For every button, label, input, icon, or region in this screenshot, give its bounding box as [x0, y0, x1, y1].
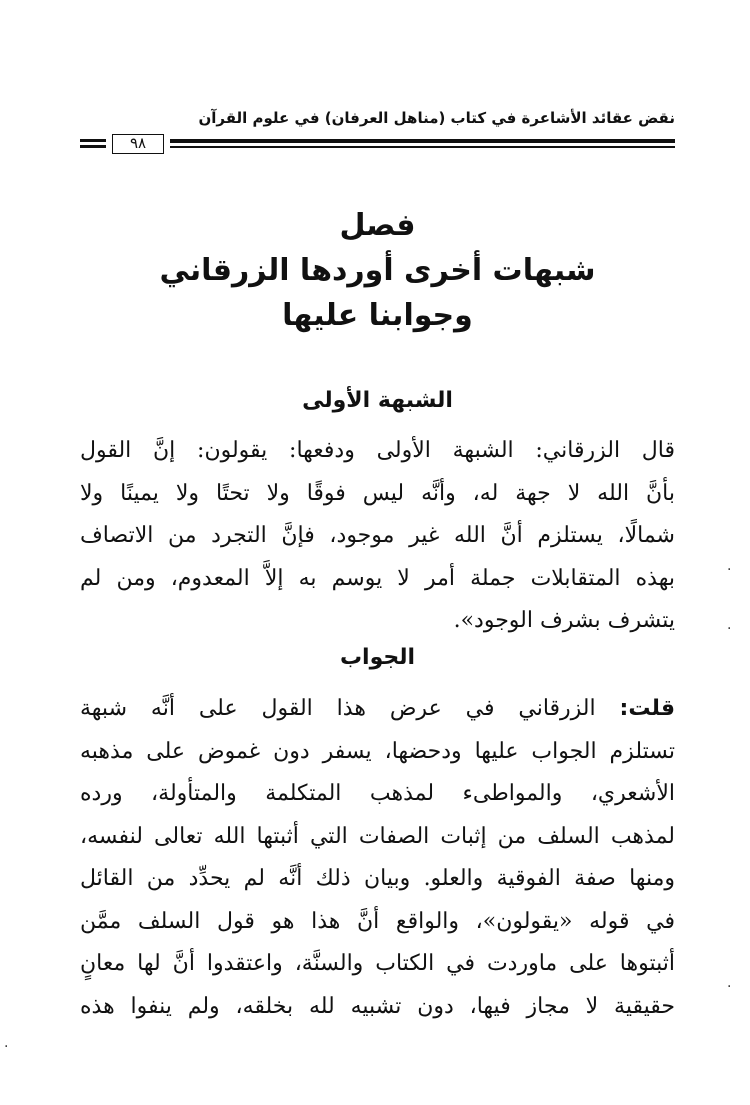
paragraph-first-doubt	[80, 430, 675, 643]
paragraph-answer	[80, 688, 675, 1028]
header-rule-stub	[80, 145, 106, 148]
text-line: تستلزم الجواب عليها ودحضها، يسفر دون غموض على مذهبه	[80, 738, 675, 764]
text-line: لمذهب السلف من إثبات الصفات التي أثبتها الله تعالى لنفسه،	[80, 823, 675, 849]
text-line: بأنَّ الله لا جهة له، وأنَّه ليس فوقًا ولا تحتًا ولا يمينًا ولا	[80, 480, 675, 506]
chapter-main-title: شبهات أخرى أوردها الزرقاني	[159, 253, 596, 288]
text-line: يتشرف بشرف الوجود».	[453, 608, 675, 633]
header-rule-thin	[170, 146, 675, 148]
text-line: بهذه المتقابلات جملة أمر لا يوسم به إلاَّ المعدوم، ومن لم	[80, 565, 675, 591]
text-line: الأشعري، والمواطىء لمذهب المتكلمة والمتأولة، ورده	[80, 781, 675, 806]
text-line: ومنها صفة الفوقية والعلو. وبيان ذلك أنَّه لم يحدِّد من القائل	[80, 866, 675, 891]
text-line: شمالًا، يستلزم أنَّ الله غير موجود، فإنَّ التجرد من الاتصاف	[80, 523, 675, 548]
margin-speck: ·	[4, 1039, 9, 1055]
lead-word: قلت:	[619, 696, 675, 721]
text-line: قال الزرقاني: الشبهة الأولى ودفعها: يقولون: إنَّ القول	[80, 438, 675, 463]
text-line: في قوله «يقولون»، والواقع أنَّ هذا هو قول السلف ممَّن	[80, 908, 675, 934]
chapter-title	[80, 203, 675, 338]
margin-speck: ·	[727, 621, 732, 637]
margin-speck: ·	[727, 979, 732, 995]
header-rule-stub	[80, 139, 106, 142]
page-header	[80, 108, 675, 156]
header-rule	[80, 134, 675, 156]
chapter-subtitle: وجوابنا عليها	[282, 298, 473, 333]
header-rule-thick	[170, 139, 675, 143]
section-heading-first-doubt: الشبهة الأولى	[302, 388, 453, 413]
text-line-rest: الزرقاني في عرض هذا القول على أنَّه شبهة	[80, 696, 620, 721]
text-line: أثبتوها على ماوردت في الكتاب والسنَّة، واعتقدوا أنَّ لها معانٍ	[80, 951, 675, 976]
section-heading-answer: الجواب	[339, 645, 416, 670]
text-line: حقيقية لا مجاز فيها، دون تشبيه لله بخلقه، ولم ينفوا هذه	[80, 993, 675, 1019]
text-line	[80, 688, 675, 731]
running-title: نقض عقائد الأشاعرة في كتاب (مناهل العرفان) في علوم القرآن	[198, 109, 675, 127]
margin-speck: ·	[727, 562, 732, 578]
chapter-label: فصل	[339, 208, 416, 243]
page-number: ٩٨	[112, 134, 164, 154]
